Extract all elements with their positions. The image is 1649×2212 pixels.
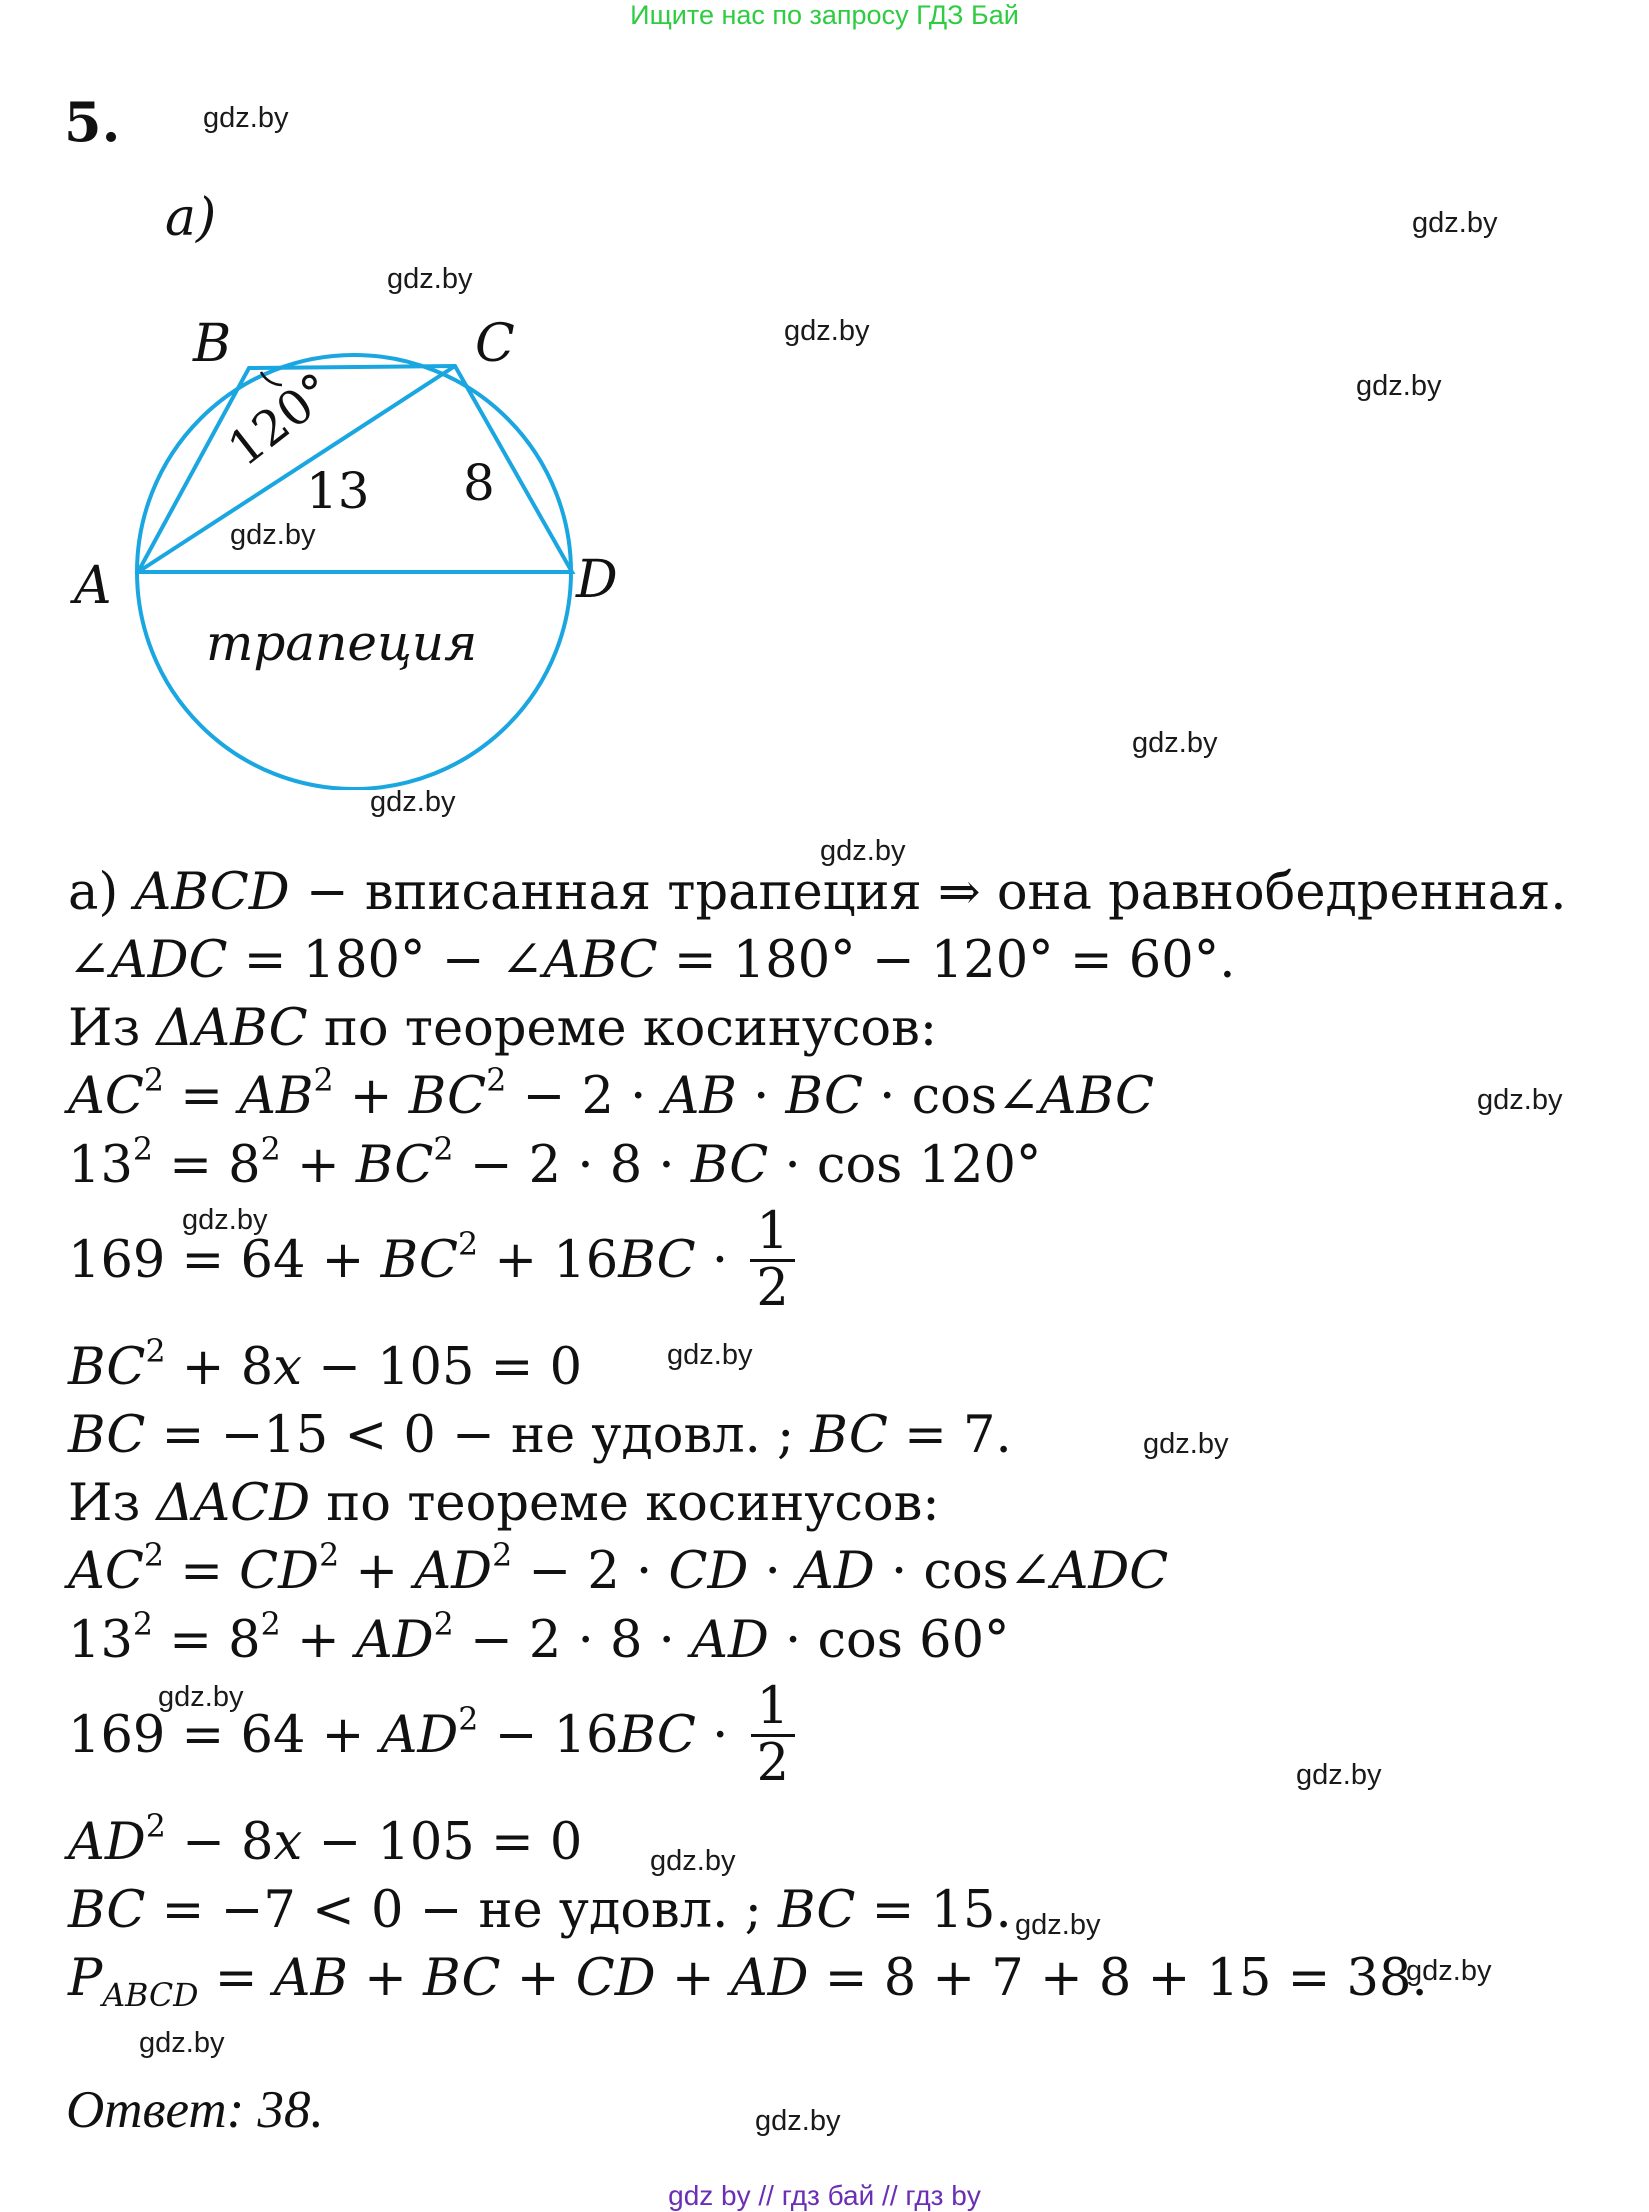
solution-line-8: BC = −15 < 0 − не удовл. ; BC = 7. [68, 1406, 1012, 1465]
diagonal-length-label: 13 [306, 462, 370, 520]
watermark: gdz.by [182, 1204, 268, 1236]
solution-line-1: а) ABCD − вписанная трапеция ⇒ она равнобедренная. [68, 863, 1567, 922]
watermark: gdz.by [1132, 727, 1218, 759]
watermark: gdz.by [139, 2027, 225, 2059]
solution-line-7: $BC^2 + 8x - 105 = 0$ [68, 1333, 583, 1397]
watermark: gdz.by [1356, 370, 1442, 402]
answer: Ответ: 38. [66, 2081, 324, 2139]
solution-line-4: $AC^2 = AB^2 + BC^2 - 2$ · AB · BC · cos∠ABC [68, 1062, 1155, 1126]
vertex-label-c: C [475, 314, 515, 374]
top-banner[interactable]: Ищите нас по запросу ГДЗ Бай [630, 0, 1019, 30]
fraction-one-half: $\frac{1}{2}$ [750, 1205, 794, 1315]
watermark: gdz.by [1143, 1428, 1229, 1460]
solution-line-15: $P_{ABCD}$ = AB + BC + CD + AD = 8 + 7 + 8 + 15 = 38. [68, 1949, 1428, 2015]
watermark: gdz.by [650, 1845, 736, 1877]
part-label: а) [165, 188, 217, 248]
watermark: gdz.by [387, 263, 473, 295]
solution-line-2: ∠ADC = 180° − ∠ABC = 180° − 120° = 60°. [68, 931, 1236, 990]
angle-label-120: 120° [217, 362, 344, 478]
problem-number: 5. [64, 90, 121, 154]
solution-line-3: Из ΔABC по теореме косинусов: [68, 999, 938, 1058]
watermark: gdz.by [1477, 1084, 1563, 1116]
watermark: gdz.by [1412, 207, 1498, 239]
watermark: gdz.by [667, 1339, 753, 1371]
watermark: gdz.by [1015, 1909, 1101, 1941]
trapezoid-figure [60, 290, 660, 790]
watermark: gdz.by [203, 102, 289, 134]
footer-links[interactable]: gdz by // гдз бай // гдз by [668, 2180, 981, 2211]
vertex-label-a: A [74, 556, 112, 616]
watermark: gdz.by [1406, 1955, 1492, 1987]
watermark: gdz.by [370, 786, 456, 818]
solution-line-11: $13^2 = 8^2 + AD^2 - 2 \cdot 8$ · AD · cos 60° [68, 1606, 1010, 1670]
solution-line-12: $169 = 64 + AD^2 - 16BC$ · $\frac{1}{2}$ [68, 1680, 795, 1790]
watermark: gdz.by [1296, 1759, 1382, 1791]
solution-line-6: $169 = 64 + BC^2 + 16BC$ · $\frac{1}{2}$ [68, 1205, 795, 1315]
solution-line-10: $AC^2 = CD^2 + AD^2 - 2$ · CD · AD · cos∠ADC [68, 1537, 1169, 1601]
watermark: gdz.by [820, 835, 906, 867]
watermark: gdz.by [784, 315, 870, 347]
watermark: gdz.by [158, 1681, 244, 1713]
vertex-label-d: D [576, 550, 618, 610]
solution-line-5: $13^2 = 8^2 + BC^2 - 2 \cdot 8$ · BC · cos 120° [68, 1131, 1042, 1195]
side-length-label: 8 [463, 454, 495, 512]
figure-caption: трапеция [206, 614, 478, 672]
solution-line-14: BC = −7 < 0 − не удовл. ; BC = 15. [68, 1881, 1012, 1940]
solution-line-9: Из ΔACD по теореме косинусов: [68, 1474, 940, 1533]
fraction-one-half-2: $\frac{1}{2}$ [751, 1680, 795, 1790]
watermark: gdz.by [755, 2105, 841, 2137]
watermark: gdz.by [230, 519, 316, 551]
vertex-label-b: B [193, 314, 232, 374]
solution-line-13: $AD^2 - 8x - 105 = 0$ [68, 1808, 583, 1872]
